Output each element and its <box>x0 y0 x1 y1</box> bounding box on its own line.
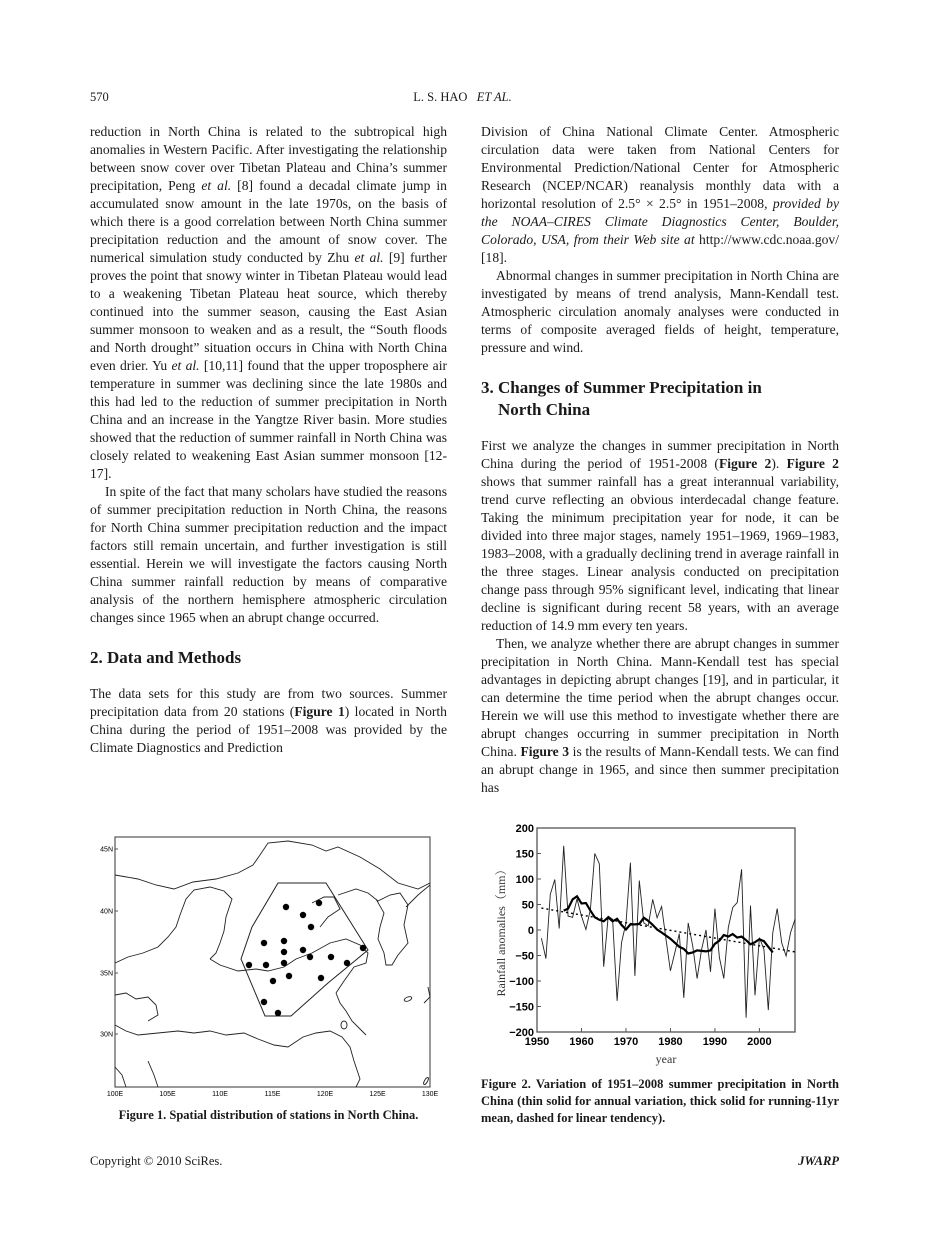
svg-text:200: 200 <box>515 823 534 835</box>
svg-text:110E: 110E <box>212 1091 228 1098</box>
figure-1-caption: Figure 1. Spatial distribution of stations in North China. <box>118 1108 419 1122</box>
author-suffix: ET AL. <box>476 90 512 104</box>
svg-text:150: 150 <box>515 848 534 861</box>
figure-reference: Figure 2 <box>786 456 839 471</box>
figure-reference: Figure 2 <box>718 456 772 471</box>
copyright: Copyright © 2010 SciRes. <box>90 1154 223 1168</box>
svg-text:30N: 30N <box>100 1031 113 1039</box>
svg-text:0: 0 <box>527 925 534 937</box>
svg-text:−50: −50 <box>515 950 534 963</box>
figure-reference: Figure 1 <box>294 704 345 719</box>
figure-2-caption: Figure 2. Variation of 1951–2008 summer precipitation in North China (thin solid for annual variation, thick solid for running-11yr mean, dashed for linear tendency). <box>481 1077 839 1125</box>
svg-text:130E: 130E <box>421 1091 439 1098</box>
svg-text:100E: 100E <box>106 1091 124 1098</box>
page-number: 570 <box>90 90 109 104</box>
paragraph: The data sets for this study are from two sources. Summer precipitation data from 20 stations (Figure 1) located in North China during the period of 1951–2008 was provided by the Climate Diagnostics and Prediction <box>90 686 447 755</box>
svg-text:125E: 125E <box>369 1091 386 1098</box>
svg-text:1980: 1980 <box>658 1036 683 1048</box>
paragraph: Then, we analyze whether there are abrupt changes in summer precipitation in North China. Mann-Kendall test has special advantages in depicting abrupt changes [19], and in particular, it can determine the time period when the abrupt changes occur. Herein we will use this method to investigate whether there are abrupt changes occurring in summer precipitation in North China. Figure 3 is the results of Mann-Kendall tests. We can find an abrupt change in 1965, and since then summer precipitation has <box>481 636 839 795</box>
svg-text:2000: 2000 <box>747 1036 772 1048</box>
svg-text:1960: 1960 <box>569 1036 594 1048</box>
right-column <box>481 123 839 797</box>
x-axis-label: year <box>655 1052 677 1066</box>
svg-text:1970: 1970 <box>613 1036 639 1048</box>
journal-name: JWARP <box>798 1154 839 1168</box>
svg-text:−200: −200 <box>509 1027 534 1039</box>
y-axis-label: Rainfall anomalies（mm） <box>494 863 508 997</box>
paragraph: In spite of the fact that many scholars have studied the reasons of summer precipitation reduction in North China, the reasons for North China summer precipitation reduction and the impact factors still remain uncertain, and further investigation is still essential. Herein we will investigate the factors causing North China summer rainfall reduction by means of comparative analysis of the northern hemisphere atmospheric circulation changes since 1965 when an abrupt change occurred. <box>90 484 447 625</box>
svg-text:−100: −100 <box>509 976 534 988</box>
svg-text:35N: 35N <box>100 970 113 978</box>
station-map-figure <box>98 835 444 1103</box>
svg-text:45N: 45N <box>100 846 113 854</box>
paragraph: Abnormal changes in summer precipitation in North China are investigated by means of trend analysis, Mann-Kendall test. Atmospheric circulation anomaly analyses were conducted in terms of composite averaged fields of height, temperature, pressure and wind. <box>481 268 839 355</box>
section-heading: 2. Data and Methods <box>90 648 242 667</box>
section-heading: 3. Changes of Summer Precipitation in North China <box>481 378 762 419</box>
svg-text:120E: 120E <box>316 1091 334 1098</box>
svg-text:1990: 1990 <box>702 1036 728 1048</box>
paragraph: reduction in North China is related to the subtropical high anomalies in Western Pacific. After investigating the relationship between snow cover over Tibetan Plateau and China’s summer precipitation, Peng et al. [8] found a decadal climate jump in accumulated snow amount in the late 1970s, on the basis of which there is a good correlation between North China summer precipitation reduction and the amount of snow cover. The numerical simulation study conducted by Zhu et al. [9] further proves the point that snowy winter in Tibetan Plateau would lead to a weakening Tibetan Plateau heat source, which thereby continued into the summer season, causing the East Asian summer monsoon to weaken and as a result, the “South floods and North drought” situation occurs in China with North China even drier. Yu et al. [10,11] found that the upper troposphere air temperature in summer was declining since the late 1980s and this had led to the reduction of summer precipitation in North China and an increase in the Yangtze River basin. More studies showed that the reduction of summer rainfall in North China was closely related to weakening East Asian summer monsoon [12-17]. <box>90 124 448 481</box>
svg-text:50: 50 <box>521 899 534 912</box>
figure-reference: Figure 3 <box>520 744 570 759</box>
svg-text:−150: −150 <box>509 1001 534 1014</box>
svg-text:105E: 105E <box>159 1091 176 1098</box>
svg-text:115E: 115E <box>264 1091 281 1098</box>
left-column <box>90 123 447 757</box>
running-header <box>0 90 925 105</box>
svg-text:1950: 1950 <box>524 1036 550 1048</box>
paragraph: First we analyze the changes in summer precipitation in North China during the period of 1951-2008 (Figure 2). Figure 2 shows that summer rainfall has a great interannual variability, trend curve reflecting an obvious interdecadal change feature. Taking the minimum precipitation year for node, it can be divided into three major stages, namely 1951–1969, 1969–1983, 1983–2008, with a gradually declining trend in average rainfall in the three stages. Linear analysis conducted on precipitation change pass through 95% significant level, indicating that linear decline is significant during recent 58 years, with an average reduction of 14.9 mm every ten years. <box>481 438 839 633</box>
precipitation-chart <box>485 820 815 1070</box>
svg-text:100: 100 <box>515 874 534 886</box>
paragraph: Division of China National Climate Center. Atmospheric circulation data were taken from National Centers for Environmental Prediction/National Center for Atmospheric Research (NCEP/NCAR) reanalysis monthly data with a horizontal resolution of 2.5° × 2.5° in 1951–2008, provided by the NOAA–CIRES Climate Diagnostics Center, Boulder, Colorado, USA, from their Web site at http://www.cdc.noaa.gov/ [18]. <box>481 124 839 265</box>
svg-text:40N: 40N <box>100 908 113 916</box>
author: L. S. HAO <box>413 90 468 104</box>
